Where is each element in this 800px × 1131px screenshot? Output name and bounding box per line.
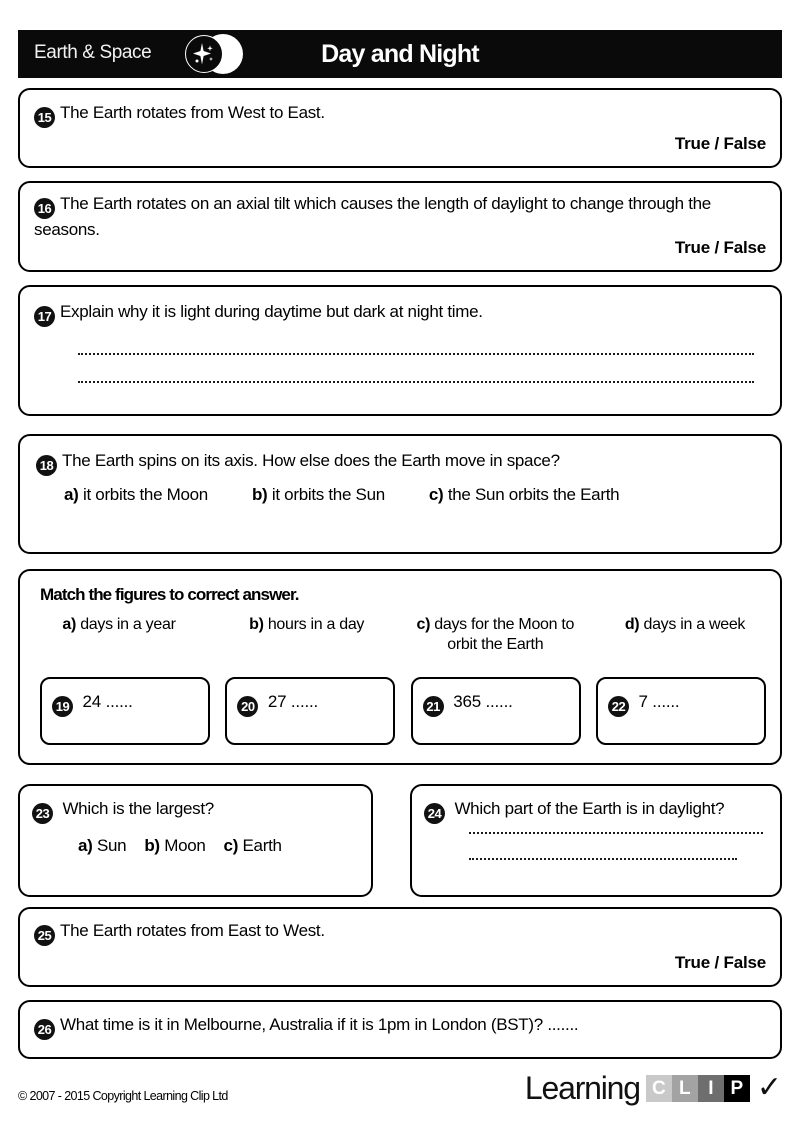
question-20-box[interactable] (225, 677, 395, 745)
question-17-body (34, 301, 483, 327)
question-number-badge: 25 (34, 925, 55, 946)
option-text[interactable]: Sun (96, 836, 127, 855)
question-23-text: Which is the largest? (62, 799, 214, 818)
question-24-body (424, 798, 724, 824)
match-prompt-a (34, 615, 204, 635)
question-18-options (64, 485, 619, 505)
checkmark-icon: ✓ (756, 1071, 782, 1104)
option-text[interactable]: the Sun orbits the Earth (447, 485, 620, 504)
question-26-body (34, 1014, 578, 1040)
question-number-badge: 21 (423, 696, 444, 717)
answer-line[interactable] (469, 832, 763, 834)
question-number-badge: 26 (34, 1019, 55, 1040)
question-26-text[interactable]: What time is it in Melbourne, Australia if it is 1pm in London (BST)? ....... (60, 1015, 579, 1034)
option-letter: c) (428, 485, 444, 504)
prompt-text: hours in a day (267, 616, 365, 633)
question-16-body (34, 193, 734, 242)
answer-line[interactable] (78, 381, 754, 383)
question-22-box[interactable] (596, 677, 766, 745)
question-number-badge: 18 (36, 455, 57, 476)
prompt-letter: d) (624, 616, 640, 633)
question-18-body (36, 450, 560, 476)
page-title: Day and Night (321, 40, 479, 68)
logo-tile-group (646, 1075, 750, 1102)
copyright-text: © 2007 - 2015 Copyright Learning Clip Ltd (18, 1089, 228, 1103)
logo-tile-l: L (672, 1075, 698, 1102)
option-letter: b) (144, 836, 160, 855)
question-number-badge: 15 (34, 107, 55, 128)
question-15-text: The Earth rotates from West to East. (60, 103, 325, 122)
question-22-value: 7 ...... (638, 692, 680, 711)
logo-wordmark: Learning (524, 1070, 640, 1106)
question-23-options (78, 836, 282, 856)
prompt-text: days for the Moon to orbit the Earth (434, 616, 575, 653)
question-24-text: Which part of the Earth is in daylight? (454, 799, 725, 818)
question-21-box[interactable] (411, 677, 581, 745)
prompt-letter: b) (249, 616, 264, 633)
prompt-letter: a) (62, 616, 77, 633)
question-number-badge: 23 (32, 803, 53, 824)
question-21-value: 365 ...... (453, 692, 513, 711)
question-20-value: 27 ...... (267, 692, 319, 711)
question-25-box (18, 907, 782, 987)
question-22-body (608, 692, 679, 717)
question-16-box (18, 181, 782, 272)
match-answer-boxes (40, 677, 766, 745)
question-17-box (18, 285, 782, 416)
answer-line[interactable] (469, 858, 737, 860)
logo-tile-p: P (724, 1075, 750, 1102)
option-letter: a) (78, 836, 93, 855)
match-section-box (18, 569, 782, 765)
question-25-text: The Earth rotates from East to West. (60, 921, 325, 940)
option-text[interactable]: Earth (242, 836, 282, 855)
subject-label: Earth & Space (34, 42, 152, 63)
question-19-box[interactable] (40, 677, 210, 745)
question-15-box (18, 88, 782, 168)
question-21-body (423, 692, 513, 717)
question-number-badge: 24 (424, 803, 445, 824)
question-24-box (410, 784, 782, 897)
question-number-badge: 17 (34, 306, 55, 327)
question-number-badge: 19 (52, 696, 73, 717)
worksheet-page (18, 0, 782, 1131)
option-text[interactable]: Moon (164, 836, 206, 855)
prompt-text: days in a week (643, 616, 746, 633)
logo-tile-i: I (698, 1075, 724, 1102)
match-prompt-c (409, 615, 581, 655)
match-prompts (34, 615, 770, 655)
question-number-badge: 20 (237, 696, 258, 717)
logo-tile-c: C (646, 1075, 672, 1102)
prompt-text: days in a year (80, 616, 176, 633)
question-23-body (32, 798, 214, 824)
question-20-body (237, 692, 318, 717)
question-23-box (18, 784, 373, 897)
question-16-true-false[interactable]: True / False (674, 238, 766, 257)
question-18-box (18, 434, 782, 554)
question-18-text: The Earth spins on its axis. How else does the Earth move in space? (62, 451, 560, 470)
worksheet-header (18, 30, 782, 78)
learning-clip-logo (525, 1068, 782, 1108)
question-number-badge: 22 (608, 696, 629, 717)
option-text[interactable]: it orbits the Moon (82, 485, 208, 504)
question-19-value: 24 ...... (82, 692, 133, 711)
match-heading: Match the figures to correct answer. (40, 585, 299, 604)
option-text[interactable]: it orbits the Sun (271, 485, 385, 504)
question-25-true-false[interactable]: True / False (674, 953, 766, 972)
question-15-true-false[interactable]: True / False (674, 134, 766, 153)
option-letter: b) (251, 485, 268, 504)
question-15-body (34, 102, 325, 128)
question-19-body (52, 692, 133, 717)
question-26-box (18, 1000, 782, 1059)
question-17-text: Explain why it is light during daytime but dark at night time. (60, 302, 483, 321)
answer-line[interactable] (78, 353, 754, 355)
option-letter: a) (64, 485, 79, 504)
option-letter: c) (223, 836, 239, 855)
prompt-letter: c) (416, 616, 431, 633)
question-25-body (34, 920, 325, 946)
question-16-text: The Earth rotates on an axial tilt which causes the length of daylight to change through the seasons. (34, 194, 711, 239)
match-prompt-d (600, 615, 770, 635)
question-number-badge: 16 (34, 198, 55, 219)
match-prompt-b (223, 615, 391, 635)
